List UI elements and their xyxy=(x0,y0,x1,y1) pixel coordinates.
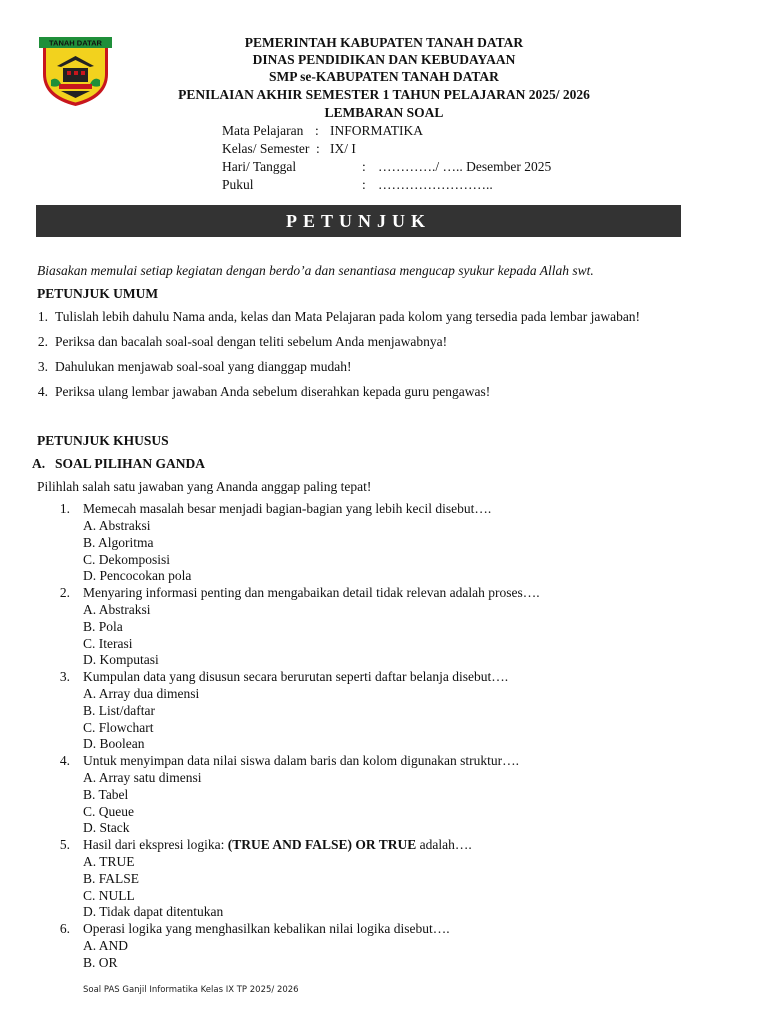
meta-class-sep: : xyxy=(316,141,320,156)
meta-subject-value: INFORMATIKA xyxy=(330,123,424,138)
answer-option: B. FALSE xyxy=(83,871,140,886)
answer-option: A. TRUE xyxy=(83,854,135,869)
section-title: SOAL PILIHAN GANDA xyxy=(55,456,206,471)
answer-option: A. Array dua dimensi xyxy=(83,686,200,701)
meta-class-label: Kelas/ Semester xyxy=(222,141,310,156)
question-text: Hasil dari ekspresi logika: (TRUE AND FALSE) OR TRUE adalah…. xyxy=(83,837,472,852)
answer-option: D. Pencocokan pola xyxy=(83,568,192,583)
question-number: 6. xyxy=(59,921,70,936)
general-instructions-title: PETUNJUK UMUM xyxy=(37,286,159,301)
answer-option: A. Abstraksi xyxy=(83,602,151,617)
answer-option: C. Dekomposisi xyxy=(83,552,171,567)
question-number: 2. xyxy=(59,585,70,600)
question-number: 1. xyxy=(59,501,70,516)
answer-option: C. Queue xyxy=(83,804,134,819)
meta-subject-label: Mata Pelajaran xyxy=(222,123,304,138)
general-item-text: Tulislah lebih dahulu Nama anda, kelas dan Mata Pelajaran pada kolom yang tersedia pada lembar jawaban! xyxy=(55,309,641,324)
answer-option: B. Pola xyxy=(83,619,123,634)
answer-option: D. Komputasi xyxy=(83,652,159,667)
meta-date-label: Hari/ Tanggal xyxy=(222,159,297,174)
header-school: SMP se-KABUPATEN TANAH DATAR xyxy=(269,69,499,84)
special-instructions-title: PETUNJUK KHUSUS xyxy=(37,433,169,448)
answer-option: B. Algoritma xyxy=(83,535,154,550)
question-number: 3. xyxy=(59,669,70,684)
page-footer: Soal PAS Ganjil Informatika Kelas IX TP 2025/ 2026 xyxy=(83,985,299,995)
logo-label: TANAH DATAR xyxy=(49,38,102,48)
answer-option: A. Array satu dimensi xyxy=(83,770,202,785)
meta-class-value: IX/ I xyxy=(330,141,356,156)
logic-expression: (TRUE AND FALSE) OR TRUE xyxy=(227,837,417,852)
question-number: 5. xyxy=(59,837,70,852)
answer-option: D. Boolean xyxy=(83,736,145,751)
general-item-number: 4. xyxy=(37,384,48,399)
answer-option: D. Tidak dapat ditentukan xyxy=(83,904,224,919)
banner-text: PETUNJUK xyxy=(285,210,431,231)
header-department: DINAS PENDIDIKAN DAN KEBUDAYAAN xyxy=(252,52,516,67)
answer-option: D. Stack xyxy=(83,820,130,835)
general-item-text: Periksa dan bacalah soal-soal dengan teliti sebelum Anda menjawabnya! xyxy=(55,334,448,349)
general-item-number: 2. xyxy=(37,334,48,349)
section-instruction: Pilihlah salah satu jawaban yang Ananda anggap paling tepat! xyxy=(37,479,372,494)
question-text: Untuk menyimpan data nilai siswa dalam baris dan kolom digunakan struktur…. xyxy=(83,753,520,768)
general-item-text: Periksa ulang lembar jawaban Anda sebelum diserahkan kepada guru pengawas! xyxy=(55,384,491,399)
question-text: Operasi logika yang menghasilkan kebalikan nilai logika disebut…. xyxy=(83,921,450,936)
header-exam-title: PENILAIAN AKHIR SEMESTER 1 TAHUN PELAJARAN 2025/ 2026 xyxy=(178,87,590,102)
general-item-number: 1. xyxy=(37,309,48,324)
answer-option: C. Flowchart xyxy=(83,720,154,735)
answer-option: A. Abstraksi xyxy=(83,518,151,533)
meta-subject-sep: : xyxy=(315,123,319,138)
question-text: Memecah masalah besar menjadi bagian-bagian yang lebih kecil disebut…. xyxy=(83,501,492,516)
header-sheet-title: LEMBARAN SOAL xyxy=(324,105,444,120)
meta-time-label: Pukul xyxy=(222,177,254,192)
meta-date-sep: : xyxy=(362,159,366,174)
question-text: Kumpulan data yang disusun secara berurutan seperti daftar belanja disebut…. xyxy=(83,669,509,684)
intro-prayer-note: Biasakan memulai setiap kegiatan dengan berdo’a dan senantiasa mengucap syukur kepada Allah swt. xyxy=(37,263,594,278)
answer-option: A. AND xyxy=(83,938,129,953)
answer-option: B. Tabel xyxy=(83,787,129,802)
question-text: Menyaring informasi penting dan mengabaikan detail tidak relevan adalah proses…. xyxy=(83,585,540,600)
general-item-text: Dahulukan menjawab soal-soal yang dianggap mudah! xyxy=(55,359,352,374)
meta-date-value: …………./ ….. Desember 2025 xyxy=(378,159,552,174)
header-government: PEMERINTAH KABUPATEN TANAH DATAR xyxy=(244,35,524,50)
answer-option: B. OR xyxy=(83,955,118,970)
general-item-number: 3. xyxy=(37,359,48,374)
meta-time-sep: : xyxy=(362,177,366,192)
meta-time-value: …………………….. xyxy=(378,177,493,192)
answer-option: B. List/daftar xyxy=(83,703,155,718)
answer-option: C. NULL xyxy=(83,888,135,903)
question-number: 4. xyxy=(59,753,70,768)
instructions-banner xyxy=(36,205,681,237)
answer-option: C. Iterasi xyxy=(83,636,133,651)
section-letter: A. xyxy=(32,456,46,471)
